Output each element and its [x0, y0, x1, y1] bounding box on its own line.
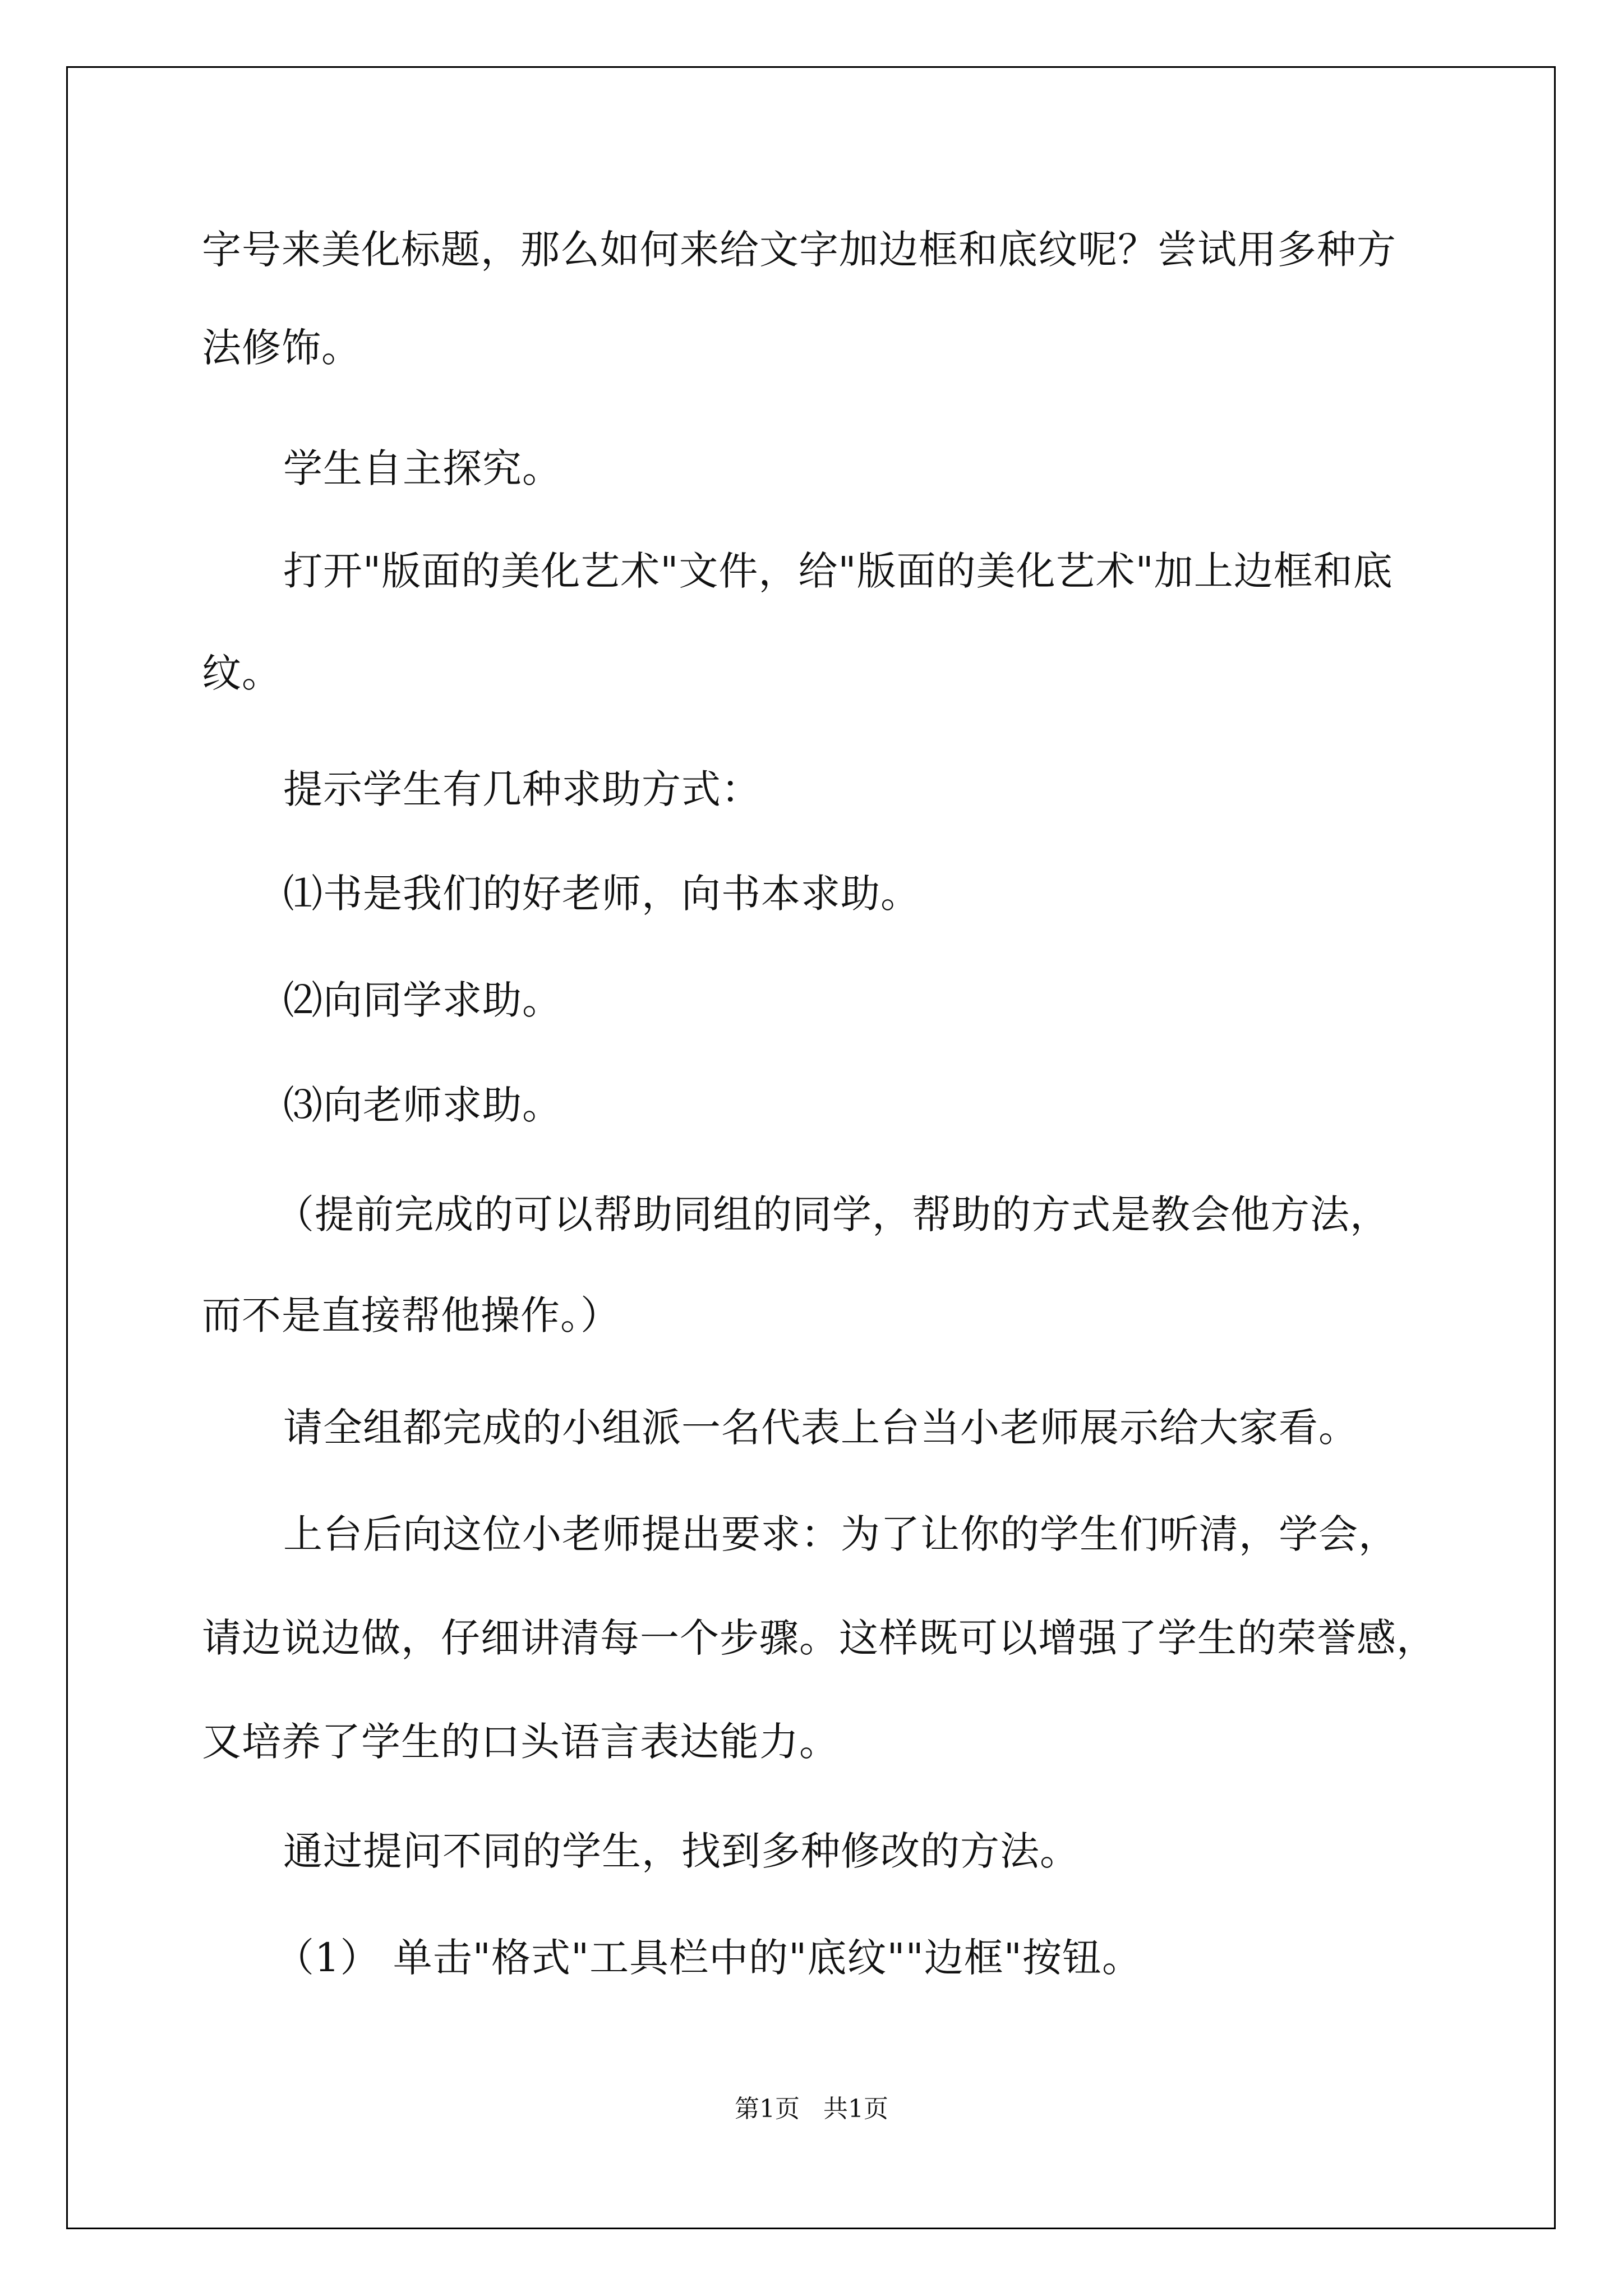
text-line: ⑶向老师求助。 [283, 1082, 562, 1128]
text-line: 而不是直接帮他操作。） [202, 1292, 620, 1338]
text-line: 学生自主探究。 [283, 445, 562, 491]
text-line: 打开"版面的美化艺术"文件，给"版面的美化艺术"加上边框和底 [283, 548, 1393, 594]
text-line: 法修饰。 [202, 325, 361, 371]
text-line: 请边说边做，仔细讲清每一个步骤。这样既可以增强了学生的荣誉感， [202, 1615, 1436, 1661]
text-line: 请全组都完成的小组派一名代表上台当小老师展示给大家看。 [283, 1405, 1358, 1451]
text-line: ⑵向同学求助。 [283, 977, 562, 1023]
page-number: 第1页 [735, 2095, 800, 2123]
text-line: 上台后向这位小老师提出要求：为了让你的学生们听清，学会， [283, 1511, 1398, 1557]
text-line: 又培养了学生的口头语言表达能力。 [202, 1719, 839, 1765]
text-line: （1） 单击"格式"工具栏中的"底纹""边框"按钮。 [275, 1935, 1142, 1981]
page-footer [0, 2092, 1623, 2126]
text-line: ⑴书是我们的好老师，向书本求助。 [283, 871, 920, 917]
text-line: （提前完成的可以帮助同组的同学，帮助的方式是教会他方法， [275, 1191, 1390, 1237]
page-total: 共1页 [823, 2095, 888, 2123]
page-frame [66, 66, 1556, 2229]
text-line: 提示学生有几种求助方式： [283, 766, 761, 812]
text-line: 字号来美化标题，那么如何来给文字加边框和底纹呢？尝试用多种方 [202, 227, 1396, 273]
text-line: 纹。 [202, 650, 282, 696]
text-line: 通过提问不同的学生，找到多种修改的方法。 [283, 1828, 1080, 1874]
